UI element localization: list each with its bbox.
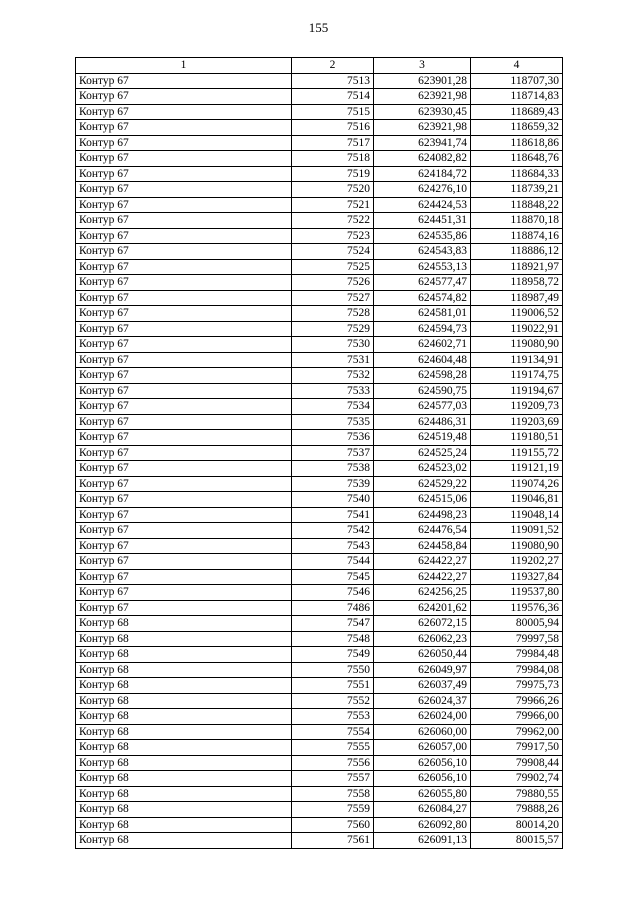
table-row xyxy=(76,228,563,244)
y-coordinate-cell: 119080,90 xyxy=(471,337,563,353)
point-number-cell: 7545 xyxy=(292,569,374,585)
x-coordinate-cell: 626024,00 xyxy=(374,709,471,725)
y-coordinate-cell: 119194,67 xyxy=(471,383,563,399)
contour-name-cell: Контур 67 xyxy=(76,275,292,291)
contour-name-cell: Контур 67 xyxy=(76,569,292,585)
table-row xyxy=(76,120,563,136)
contour-name-cell: Контур 68 xyxy=(76,771,292,787)
contour-name-cell: Контур 67 xyxy=(76,135,292,151)
y-coordinate-cell: 118689,43 xyxy=(471,104,563,120)
contour-name-cell: Контур 68 xyxy=(76,647,292,663)
point-number-cell: 7547 xyxy=(292,616,374,632)
y-coordinate-cell: 119180,51 xyxy=(471,430,563,446)
x-coordinate-cell: 626092,80 xyxy=(374,817,471,833)
y-coordinate-cell: 119022,91 xyxy=(471,321,563,337)
contour-name-cell: Контур 68 xyxy=(76,833,292,849)
x-coordinate-cell: 624598,28 xyxy=(374,368,471,384)
point-number-cell: 7554 xyxy=(292,724,374,740)
point-number-cell: 7486 xyxy=(292,600,374,616)
contour-name-cell: Контур 67 xyxy=(76,399,292,415)
x-coordinate-cell: 623921,98 xyxy=(374,120,471,136)
point-number-cell: 7522 xyxy=(292,213,374,229)
point-number-cell: 7517 xyxy=(292,135,374,151)
x-coordinate-cell: 624590,75 xyxy=(374,383,471,399)
y-coordinate-cell: 79966,00 xyxy=(471,709,563,725)
contour-name-cell: Контур 67 xyxy=(76,244,292,260)
table-row xyxy=(76,678,563,694)
y-coordinate-cell: 79984,48 xyxy=(471,647,563,663)
y-coordinate-cell: 118958,72 xyxy=(471,275,563,291)
table-row xyxy=(76,786,563,802)
point-number-cell: 7536 xyxy=(292,430,374,446)
contour-name-cell: Контур 68 xyxy=(76,662,292,678)
column-header-1: 1 xyxy=(76,58,292,74)
x-coordinate-cell: 624082,82 xyxy=(374,151,471,167)
table-row xyxy=(76,352,563,368)
point-number-cell: 7556 xyxy=(292,755,374,771)
table-row xyxy=(76,833,563,849)
y-coordinate-cell: 119091,52 xyxy=(471,523,563,539)
contour-name-cell: Контур 67 xyxy=(76,151,292,167)
point-number-cell: 7527 xyxy=(292,290,374,306)
x-coordinate-cell: 624581,01 xyxy=(374,306,471,322)
y-coordinate-cell: 119074,26 xyxy=(471,476,563,492)
x-coordinate-cell: 624424,53 xyxy=(374,197,471,213)
x-coordinate-cell: 626084,27 xyxy=(374,802,471,818)
contour-name-cell: Контур 67 xyxy=(76,554,292,570)
table-row xyxy=(76,569,563,585)
x-coordinate-cell: 626072,15 xyxy=(374,616,471,632)
y-coordinate-cell: 118874,16 xyxy=(471,228,563,244)
column-header-3: 3 xyxy=(374,58,471,74)
table-row xyxy=(76,399,563,415)
table-row xyxy=(76,430,563,446)
contour-name-cell: Контур 67 xyxy=(76,259,292,275)
x-coordinate-cell: 624594,73 xyxy=(374,321,471,337)
contour-name-cell: Контур 67 xyxy=(76,492,292,508)
table-row xyxy=(76,693,563,709)
x-coordinate-cell: 624201,62 xyxy=(374,600,471,616)
table-row xyxy=(76,321,563,337)
contour-name-cell: Контур 67 xyxy=(76,585,292,601)
table-row xyxy=(76,135,563,151)
y-coordinate-cell: 118921,97 xyxy=(471,259,563,275)
point-number-cell: 7531 xyxy=(292,352,374,368)
contour-name-cell: Контур 67 xyxy=(76,213,292,229)
point-number-cell: 7539 xyxy=(292,476,374,492)
x-coordinate-cell: 624422,27 xyxy=(374,569,471,585)
contour-name-cell: Контур 67 xyxy=(76,321,292,337)
y-coordinate-cell: 79908,44 xyxy=(471,755,563,771)
contour-name-cell: Контур 68 xyxy=(76,678,292,694)
table-row xyxy=(76,197,563,213)
x-coordinate-cell: 624577,47 xyxy=(374,275,471,291)
point-number-cell: 7523 xyxy=(292,228,374,244)
contour-name-cell: Контур 67 xyxy=(76,197,292,213)
x-coordinate-cell: 624529,22 xyxy=(374,476,471,492)
x-coordinate-cell: 624515,06 xyxy=(374,492,471,508)
x-coordinate-cell: 624184,72 xyxy=(374,166,471,182)
contour-name-cell: Контур 68 xyxy=(76,709,292,725)
y-coordinate-cell: 119080,90 xyxy=(471,538,563,554)
point-number-cell: 7541 xyxy=(292,507,374,523)
contour-name-cell: Контур 67 xyxy=(76,73,292,89)
table-row xyxy=(76,414,563,430)
contour-name-cell: Контур 67 xyxy=(76,461,292,477)
table-row xyxy=(76,73,563,89)
contour-name-cell: Контур 67 xyxy=(76,228,292,244)
y-coordinate-cell: 79902,74 xyxy=(471,771,563,787)
point-number-cell: 7552 xyxy=(292,693,374,709)
y-coordinate-cell: 79984,08 xyxy=(471,662,563,678)
y-coordinate-cell: 119576,36 xyxy=(471,600,563,616)
x-coordinate-cell: 624535,86 xyxy=(374,228,471,244)
column-header-4: 4 xyxy=(471,58,563,74)
x-coordinate-cell: 624519,48 xyxy=(374,430,471,446)
point-number-cell: 7559 xyxy=(292,802,374,818)
y-coordinate-cell: 118707,30 xyxy=(471,73,563,89)
contour-name-cell: Контур 67 xyxy=(76,538,292,554)
x-coordinate-cell: 624451,31 xyxy=(374,213,471,229)
y-coordinate-cell: 79997,58 xyxy=(471,631,563,647)
contour-name-cell: Контур 68 xyxy=(76,740,292,756)
point-number-cell: 7535 xyxy=(292,414,374,430)
x-coordinate-cell: 626062,23 xyxy=(374,631,471,647)
y-coordinate-cell: 118886,12 xyxy=(471,244,563,260)
y-coordinate-cell: 119203,69 xyxy=(471,414,563,430)
table-row xyxy=(76,306,563,322)
contour-name-cell: Контур 67 xyxy=(76,383,292,399)
point-number-cell: 7520 xyxy=(292,182,374,198)
table-row xyxy=(76,600,563,616)
point-number-cell: 7544 xyxy=(292,554,374,570)
table-body xyxy=(76,73,563,848)
contour-name-cell: Контур 68 xyxy=(76,724,292,740)
contour-name-cell: Контур 67 xyxy=(76,414,292,430)
y-coordinate-cell: 80015,57 xyxy=(471,833,563,849)
table-row xyxy=(76,771,563,787)
x-coordinate-cell: 626091,13 xyxy=(374,833,471,849)
table-row xyxy=(76,182,563,198)
contour-name-cell: Контур 67 xyxy=(76,368,292,384)
contour-name-cell: Контур 67 xyxy=(76,182,292,198)
table-row xyxy=(76,476,563,492)
point-number-cell: 7560 xyxy=(292,817,374,833)
x-coordinate-cell: 624525,24 xyxy=(374,445,471,461)
contour-name-cell: Контур 68 xyxy=(76,616,292,632)
table-row xyxy=(76,662,563,678)
table-row xyxy=(76,492,563,508)
y-coordinate-cell: 119209,73 xyxy=(471,399,563,415)
point-number-cell: 7553 xyxy=(292,709,374,725)
point-number-cell: 7557 xyxy=(292,771,374,787)
point-number-cell: 7519 xyxy=(292,166,374,182)
y-coordinate-cell: 119202,27 xyxy=(471,554,563,570)
point-number-cell: 7521 xyxy=(292,197,374,213)
y-coordinate-cell: 118987,49 xyxy=(471,290,563,306)
y-coordinate-cell: 118659,32 xyxy=(471,120,563,136)
point-number-cell: 7555 xyxy=(292,740,374,756)
column-header-2: 2 xyxy=(292,58,374,74)
table-header-row xyxy=(76,58,563,74)
point-number-cell: 7515 xyxy=(292,104,374,120)
y-coordinate-cell: 118848,22 xyxy=(471,197,563,213)
contour-name-cell: Контур 67 xyxy=(76,445,292,461)
contour-name-cell: Контур 68 xyxy=(76,786,292,802)
y-coordinate-cell: 119048,14 xyxy=(471,507,563,523)
table-row xyxy=(76,259,563,275)
x-coordinate-cell: 624604,48 xyxy=(374,352,471,368)
contour-name-cell: Контур 68 xyxy=(76,693,292,709)
contour-name-cell: Контур 68 xyxy=(76,817,292,833)
table-row xyxy=(76,554,563,570)
y-coordinate-cell: 119327,84 xyxy=(471,569,563,585)
y-coordinate-cell: 118714,83 xyxy=(471,89,563,105)
point-number-cell: 7543 xyxy=(292,538,374,554)
x-coordinate-cell: 626024,37 xyxy=(374,693,471,709)
contour-name-cell: Контур 67 xyxy=(76,600,292,616)
x-coordinate-cell: 623921,98 xyxy=(374,89,471,105)
contour-name-cell: Контур 67 xyxy=(76,120,292,136)
table-row xyxy=(76,275,563,291)
table-row xyxy=(76,89,563,105)
contour-name-cell: Контур 67 xyxy=(76,89,292,105)
point-number-cell: 7549 xyxy=(292,647,374,663)
contour-name-cell: Контур 67 xyxy=(76,352,292,368)
x-coordinate-cell: 624498,23 xyxy=(374,507,471,523)
x-coordinate-cell: 624574,82 xyxy=(374,290,471,306)
point-number-cell: 7532 xyxy=(292,368,374,384)
y-coordinate-cell: 119121,19 xyxy=(471,461,563,477)
table-row xyxy=(76,647,563,663)
point-number-cell: 7514 xyxy=(292,89,374,105)
x-coordinate-cell: 626055,80 xyxy=(374,786,471,802)
y-coordinate-cell: 119155,72 xyxy=(471,445,563,461)
table-row xyxy=(76,724,563,740)
x-coordinate-cell: 626056,10 xyxy=(374,755,471,771)
point-number-cell: 7538 xyxy=(292,461,374,477)
x-coordinate-cell: 626057,00 xyxy=(374,740,471,756)
y-coordinate-cell: 79962,00 xyxy=(471,724,563,740)
contour-name-cell: Контур 68 xyxy=(76,755,292,771)
x-coordinate-cell: 623901,28 xyxy=(374,73,471,89)
contour-name-cell: Контур 67 xyxy=(76,306,292,322)
x-coordinate-cell: 624543,83 xyxy=(374,244,471,260)
contour-name-cell: Контур 67 xyxy=(76,104,292,120)
y-coordinate-cell: 119134,91 xyxy=(471,352,563,368)
point-number-cell: 7550 xyxy=(292,662,374,678)
point-number-cell: 7516 xyxy=(292,120,374,136)
table-row xyxy=(76,104,563,120)
x-coordinate-cell: 626050,44 xyxy=(374,647,471,663)
point-number-cell: 7561 xyxy=(292,833,374,849)
point-number-cell: 7513 xyxy=(292,73,374,89)
x-coordinate-cell: 626049,97 xyxy=(374,662,471,678)
x-coordinate-cell: 623941,74 xyxy=(374,135,471,151)
x-coordinate-cell: 626056,10 xyxy=(374,771,471,787)
point-number-cell: 7533 xyxy=(292,383,374,399)
x-coordinate-cell: 623930,45 xyxy=(374,104,471,120)
table-row xyxy=(76,244,563,260)
y-coordinate-cell: 79917,50 xyxy=(471,740,563,756)
y-coordinate-cell: 118618,86 xyxy=(471,135,563,151)
table-row xyxy=(76,461,563,477)
table-row xyxy=(76,616,563,632)
y-coordinate-cell: 119174,75 xyxy=(471,368,563,384)
contour-name-cell: Контур 67 xyxy=(76,166,292,182)
table-row xyxy=(76,631,563,647)
table-row xyxy=(76,213,563,229)
table-row xyxy=(76,151,563,167)
contour-name-cell: Контур 67 xyxy=(76,507,292,523)
point-number-cell: 7528 xyxy=(292,306,374,322)
point-number-cell: 7537 xyxy=(292,445,374,461)
contour-name-cell: Контур 67 xyxy=(76,290,292,306)
table-row xyxy=(76,709,563,725)
point-number-cell: 7518 xyxy=(292,151,374,167)
x-coordinate-cell: 624553,13 xyxy=(374,259,471,275)
table-row xyxy=(76,337,563,353)
point-number-cell: 7524 xyxy=(292,244,374,260)
coordinates-table xyxy=(75,57,563,849)
y-coordinate-cell: 80005,94 xyxy=(471,616,563,632)
table-row xyxy=(76,445,563,461)
point-number-cell: 7530 xyxy=(292,337,374,353)
x-coordinate-cell: 624523,02 xyxy=(374,461,471,477)
x-coordinate-cell: 624256,25 xyxy=(374,585,471,601)
point-number-cell: 7558 xyxy=(292,786,374,802)
y-coordinate-cell: 118648,76 xyxy=(471,151,563,167)
point-number-cell: 7525 xyxy=(292,259,374,275)
contour-name-cell: Контур 68 xyxy=(76,631,292,647)
y-coordinate-cell: 79966,26 xyxy=(471,693,563,709)
x-coordinate-cell: 626060,00 xyxy=(374,724,471,740)
table-row xyxy=(76,585,563,601)
y-coordinate-cell: 79888,26 xyxy=(471,802,563,818)
point-number-cell: 7546 xyxy=(292,585,374,601)
y-coordinate-cell: 80014,20 xyxy=(471,817,563,833)
table-row xyxy=(76,538,563,554)
table-row xyxy=(76,802,563,818)
y-coordinate-cell: 118739,21 xyxy=(471,182,563,198)
point-number-cell: 7526 xyxy=(292,275,374,291)
y-coordinate-cell: 79975,73 xyxy=(471,678,563,694)
x-coordinate-cell: 624602,71 xyxy=(374,337,471,353)
table-row xyxy=(76,817,563,833)
point-number-cell: 7542 xyxy=(292,523,374,539)
point-number-cell: 7548 xyxy=(292,631,374,647)
y-coordinate-cell: 119006,52 xyxy=(471,306,563,322)
table-row xyxy=(76,507,563,523)
table-row xyxy=(76,755,563,771)
x-coordinate-cell: 624476,54 xyxy=(374,523,471,539)
y-coordinate-cell: 118684,33 xyxy=(471,166,563,182)
page-number: 155 xyxy=(308,20,329,35)
contour-name-cell: Контур 67 xyxy=(76,523,292,539)
table-row xyxy=(76,368,563,384)
y-coordinate-cell: 119046,81 xyxy=(471,492,563,508)
table-row xyxy=(76,166,563,182)
table-row xyxy=(76,383,563,399)
contour-name-cell: Контур 67 xyxy=(76,430,292,446)
point-number-cell: 7534 xyxy=(292,399,374,415)
x-coordinate-cell: 624486,31 xyxy=(374,414,471,430)
x-coordinate-cell: 624276,10 xyxy=(374,182,471,198)
x-coordinate-cell: 626037,49 xyxy=(374,678,471,694)
x-coordinate-cell: 624422,27 xyxy=(374,554,471,570)
contour-name-cell: Контур 67 xyxy=(76,476,292,492)
point-number-cell: 7551 xyxy=(292,678,374,694)
y-coordinate-cell: 79880,55 xyxy=(471,786,563,802)
x-coordinate-cell: 624577,03 xyxy=(374,399,471,415)
x-coordinate-cell: 624458,84 xyxy=(374,538,471,554)
point-number-cell: 7529 xyxy=(292,321,374,337)
contour-name-cell: Контур 68 xyxy=(76,802,292,818)
table-row xyxy=(76,290,563,306)
table-row xyxy=(76,740,563,756)
point-number-cell: 7540 xyxy=(292,492,374,508)
table-row xyxy=(76,523,563,539)
y-coordinate-cell: 118870,18 xyxy=(471,213,563,229)
contour-name-cell: Контур 67 xyxy=(76,337,292,353)
y-coordinate-cell: 119537,80 xyxy=(471,585,563,601)
